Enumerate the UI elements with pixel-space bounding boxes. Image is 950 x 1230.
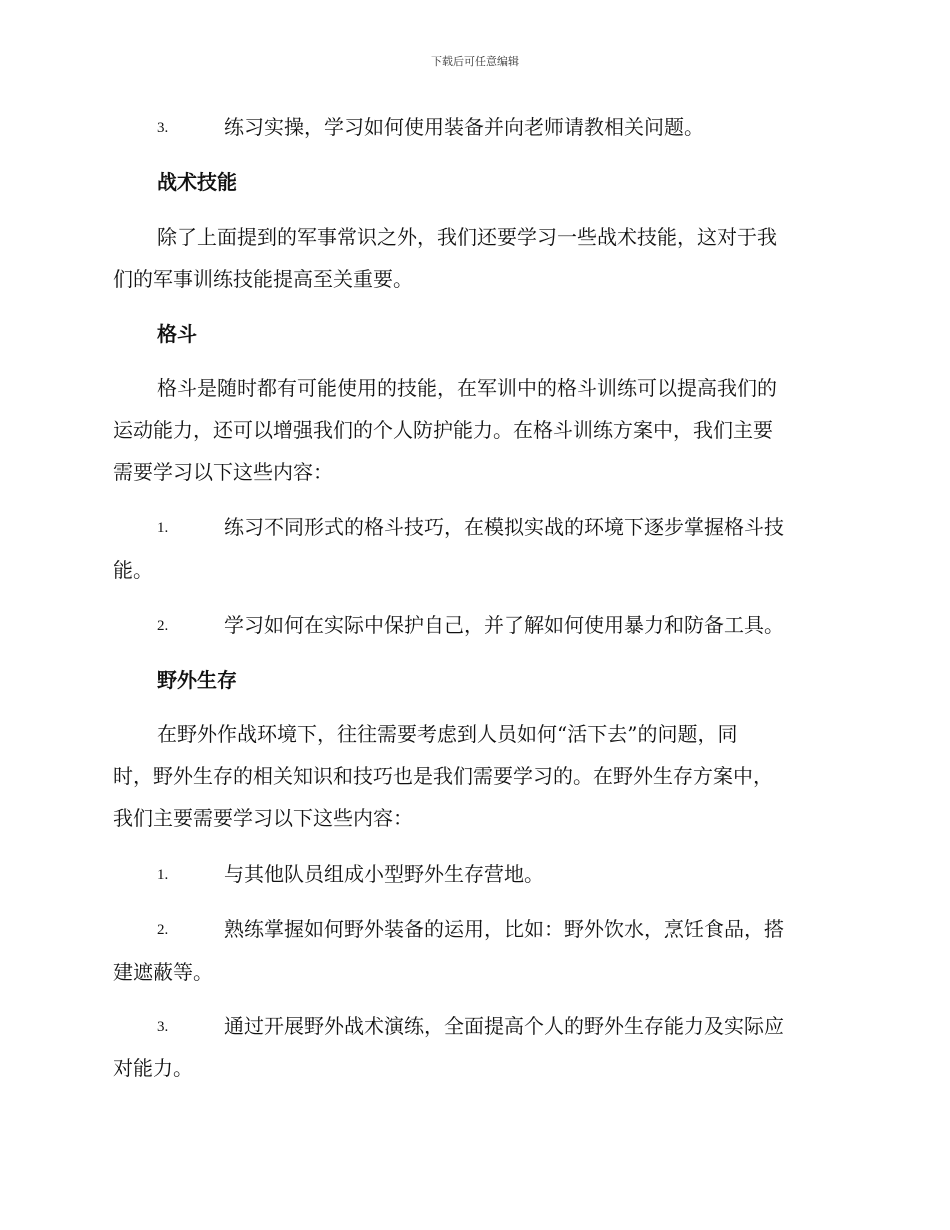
page-header: 下载后可任意编辑 xyxy=(431,55,519,68)
paragraph-line: 时，野外生存的相关知识和技巧也是我们需要学习的。在野外生存方案中， xyxy=(113,764,773,788)
list-item-text: 学习如何在实际中保护自己，并了解如何使用暴力和防备工具。 xyxy=(224,613,784,637)
list-item-text: 对能力。 xyxy=(113,1056,193,1080)
list-item-text: 能。 xyxy=(113,558,153,582)
section-heading-fighting: 格斗 xyxy=(157,322,197,346)
paragraph-line: 除了上面提到的军事常识之外，我们还要学习一些战术技能，这对于我 xyxy=(157,225,777,249)
section-heading-tactics: 战术技能 xyxy=(157,170,237,194)
list-item-text: 建遮蔽等。 xyxy=(113,960,213,984)
list-number: 3. xyxy=(157,1019,169,1035)
list-item-text: 练习不同形式的格斗技巧，在模拟实战的环境下逐步掌握格斗技 xyxy=(224,515,784,539)
list-number: 1. xyxy=(157,867,169,883)
paragraph-line: 我们主要需要学习以下这些内容： xyxy=(113,806,413,830)
list-item-text: 通过开展野外战术演练，全面提高个人的野外生存能力及实际应 xyxy=(224,1014,784,1038)
paragraph-line: 格斗是随时都有可能使用的技能，在军训中的格斗训练可以提高我们的 xyxy=(157,376,777,400)
paragraph-line: 运动能力，还可以增强我们的个人防护能力。在格斗训练方案中，我们主要 xyxy=(113,418,773,442)
paragraph-line: 需要学习以下这些内容： xyxy=(113,460,333,484)
list-number: 3. xyxy=(157,120,169,136)
list-number: 2. xyxy=(157,922,169,938)
list-item-text: 熟练掌握如何野外装备的运用，比如：野外饮水，烹饪食品，搭 xyxy=(224,917,784,941)
paragraph-line: 在野外作战环境下，往往需要考虑到人员如何“活下去”的问题，同 xyxy=(157,722,738,746)
list-item-text: 与其他队员组成小型野外生存营地。 xyxy=(224,862,544,886)
list-number: 1. xyxy=(157,520,169,536)
list-item-text: 练习实操，学习如何使用装备并向老师请教相关问题。 xyxy=(224,115,704,139)
list-number: 2. xyxy=(157,618,169,634)
section-heading-survival: 野外生存 xyxy=(157,668,237,692)
paragraph-line: 们的军事训练技能提高至关重要。 xyxy=(113,267,413,291)
